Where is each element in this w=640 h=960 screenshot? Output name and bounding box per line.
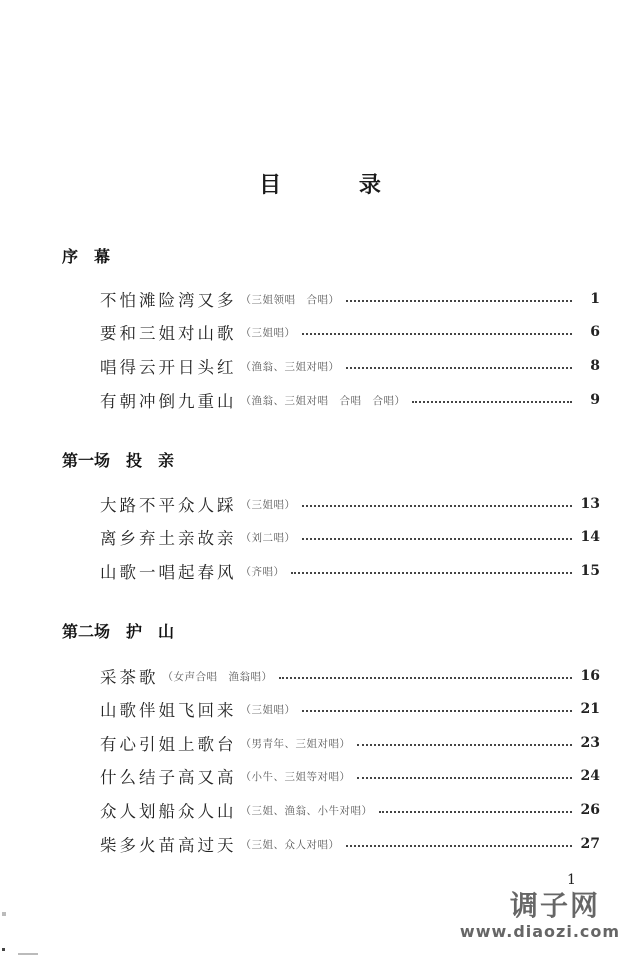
toc-entry[interactable] <box>100 354 600 378</box>
entry-page-number: 27 <box>580 836 600 852</box>
entry-title: 有朝冲倒九重山 <box>100 392 237 411</box>
entry-role: （刘二唱） <box>240 531 296 544</box>
toc-entry[interactable] <box>100 798 600 822</box>
toc-entry[interactable] <box>100 287 600 311</box>
entry-role: （小牛、三姐等对唱） <box>240 770 351 783</box>
dot-leader <box>302 708 573 712</box>
entry-title: 柴多火苗高过天 <box>100 836 237 855</box>
entry-page-number: 16 <box>580 668 600 684</box>
entry-page-number: 8 <box>590 358 600 374</box>
dot-leader <box>279 675 573 679</box>
section-heading-name: 幕 <box>94 247 111 266</box>
section-heading-label: 第一场 <box>62 451 111 470</box>
section-heading-label: 第二场 <box>62 622 111 641</box>
dot-leader <box>412 399 573 403</box>
scan-artifact <box>2 948 5 951</box>
toc-entry[interactable] <box>100 832 600 856</box>
page-title-char-2: 录 <box>358 173 381 198</box>
dot-leader <box>302 331 573 335</box>
entry-role: （三姐领唱 合唱） <box>240 293 340 306</box>
toc-entry[interactable] <box>100 731 600 755</box>
section-heading-name: 投 亲 <box>126 451 175 470</box>
entry-page-number: 23 <box>580 735 600 751</box>
entry-title: 不怕滩险湾又多 <box>100 291 237 310</box>
entry-role: （三姐、渔翁、小牛对唱） <box>240 804 373 817</box>
dot-leader <box>379 809 573 813</box>
toc-entry[interactable] <box>100 492 600 516</box>
dot-leader <box>302 503 573 507</box>
entry-page-number: 24 <box>580 768 600 784</box>
entry-title: 众人划船众人山 <box>100 802 237 821</box>
entry-page-number: 15 <box>580 563 600 579</box>
entry-page-number: 6 <box>590 324 600 340</box>
entry-page-number: 26 <box>580 802 600 818</box>
section-heading-label: 序 <box>62 247 79 266</box>
entry-role: （齐唱） <box>240 565 285 578</box>
section-heading-scene-2 <box>62 619 174 642</box>
dot-leader <box>302 536 573 540</box>
watermark <box>459 889 640 942</box>
page-title-char-1: 目 <box>259 173 282 198</box>
entry-title: 唱得云开日头红 <box>100 358 237 377</box>
entry-title: 什么结子高又高 <box>100 768 237 787</box>
entry-role: （三姐唱） <box>240 498 296 511</box>
entry-title: 大路不平众人踩 <box>100 496 237 515</box>
entry-title: 要和三姐对山歌 <box>100 324 237 343</box>
section-heading-prologue <box>62 244 110 267</box>
section-heading-scene-1 <box>62 448 174 471</box>
toc-entry[interactable] <box>100 697 600 721</box>
toc-entry[interactable] <box>100 388 600 412</box>
entry-page-number: 13 <box>580 496 600 512</box>
entry-page-number: 14 <box>580 529 600 545</box>
toc-entry[interactable] <box>100 764 600 788</box>
entry-role: （三姐、众人对唱） <box>240 838 340 851</box>
entry-title: 离乡弃土亲故亲 <box>100 529 237 548</box>
entry-role: （渔翁、三姐对唱 合唱 合唱） <box>240 394 406 407</box>
watermark-name: 调子网 <box>509 889 600 922</box>
section-heading-name: 护 山 <box>126 622 175 641</box>
page-title <box>0 168 640 199</box>
entry-page-number: 9 <box>590 392 600 408</box>
scan-artifact <box>2 912 6 916</box>
watermark-url: www.diaozi.com <box>459 922 621 941</box>
entry-role: （三姐唱） <box>240 703 296 716</box>
dot-leader <box>346 843 573 847</box>
entry-title: 采茶歌 <box>100 668 159 687</box>
entry-title: 山歌一唱起春风 <box>100 563 237 582</box>
entry-role: （男青年、三姐对唱） <box>240 737 351 750</box>
entry-role: （三姐唱） <box>240 326 296 339</box>
entry-page-number: 1 <box>590 291 600 307</box>
dot-leader <box>346 365 573 369</box>
entry-role: （女声合唱 渔翁唱） <box>162 670 273 683</box>
entry-page-number: 21 <box>580 701 600 717</box>
toc-entry[interactable] <box>100 559 600 583</box>
entry-title: 山歌伴姐飞回来 <box>100 701 237 720</box>
toc-entry[interactable] <box>100 664 600 688</box>
dot-leader <box>357 742 573 746</box>
dot-leader <box>291 570 573 574</box>
entry-role: （渔翁、三姐对唱） <box>240 360 340 373</box>
dot-leader <box>357 775 573 779</box>
dot-leader <box>346 298 573 302</box>
page-number: 1 <box>567 872 576 888</box>
toc-entry[interactable] <box>100 525 600 549</box>
entry-title: 有心引姐上歌台 <box>100 735 237 754</box>
scan-artifact <box>18 953 38 955</box>
toc-entry[interactable] <box>100 320 600 344</box>
